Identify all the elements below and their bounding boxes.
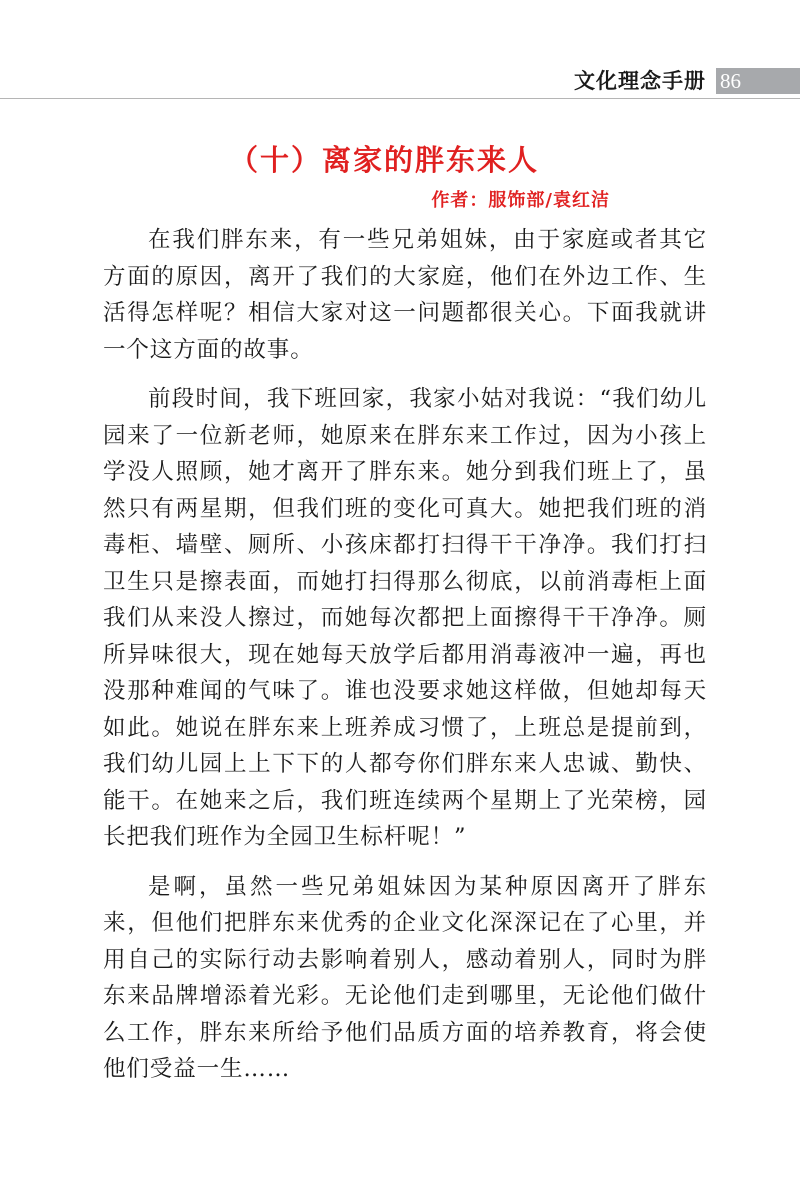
article-title-text: （十）离家的胖东来人 xyxy=(228,143,539,177)
header-divider xyxy=(0,98,800,99)
page-number-tab xyxy=(713,68,800,94)
author-byline: 作者：服饰部/袁红洁 xyxy=(431,190,610,211)
paragraph-3: 是啊，虽然一些兄弟姐妹因为某种原因离开了胖东来，但他们把胖东来优秀的企业文化深深记在了心里，并用自己的实际行动去影响着别人，感动着别人，同时为胖东来品牌增添着光彩。无论他们走到哪里，无论他们做什么工作，胖东来所给予他们品质方面的培养教育，将会使他们受益一生…… xyxy=(103,873,707,1082)
article-title xyxy=(0,140,800,180)
running-header xyxy=(0,62,800,100)
paragraph-1: 在我们胖东来，有一些兄弟姐妹，由于家庭或者其它方面的原因，离开了我们的大家庭，他们在外边工作、生活得怎样呢？相信大家对这一问题都很关心。下面我就讲一个这方面的故事。 xyxy=(103,227,707,363)
book-title: 文化理念手册 xyxy=(574,69,706,93)
article-body xyxy=(103,222,707,1101)
page-number: 86 xyxy=(720,69,741,93)
paragraph-2: 前段时间，我下班回家，我家小姑对我说：“我们幼儿园来了一位新老师，她原来在胖东来工作过，因为小孩上学没人照顾，她才离开了胖东来。她分到我们班上了，虽然只有两星期，但我们班的变化可真大。她把我们班的消毒柜、墙壁、厕所、小孩床都打扫得干干净净。我们打扫卫生只是擦表面，而她打扫得那么彻底，以前消毒柜上面我们从来没人擦过，而她每次都把上面擦得干干净净。厕所异味很大，现在她每天放学后都用消毒液冲一遍，再也没那种难闻的气味了。谁也没要求她这样做，但她却每天如此。她说在胖东来上班养成习惯了，上班总是提前到，我们幼儿园上上下下的人都夸你们胖东来人忠诚、勤快、能干。在她来之后，我们班连续两个星期上了光荣榜，园长把我们班作为全园卫生标杆呢！” xyxy=(103,386,707,850)
